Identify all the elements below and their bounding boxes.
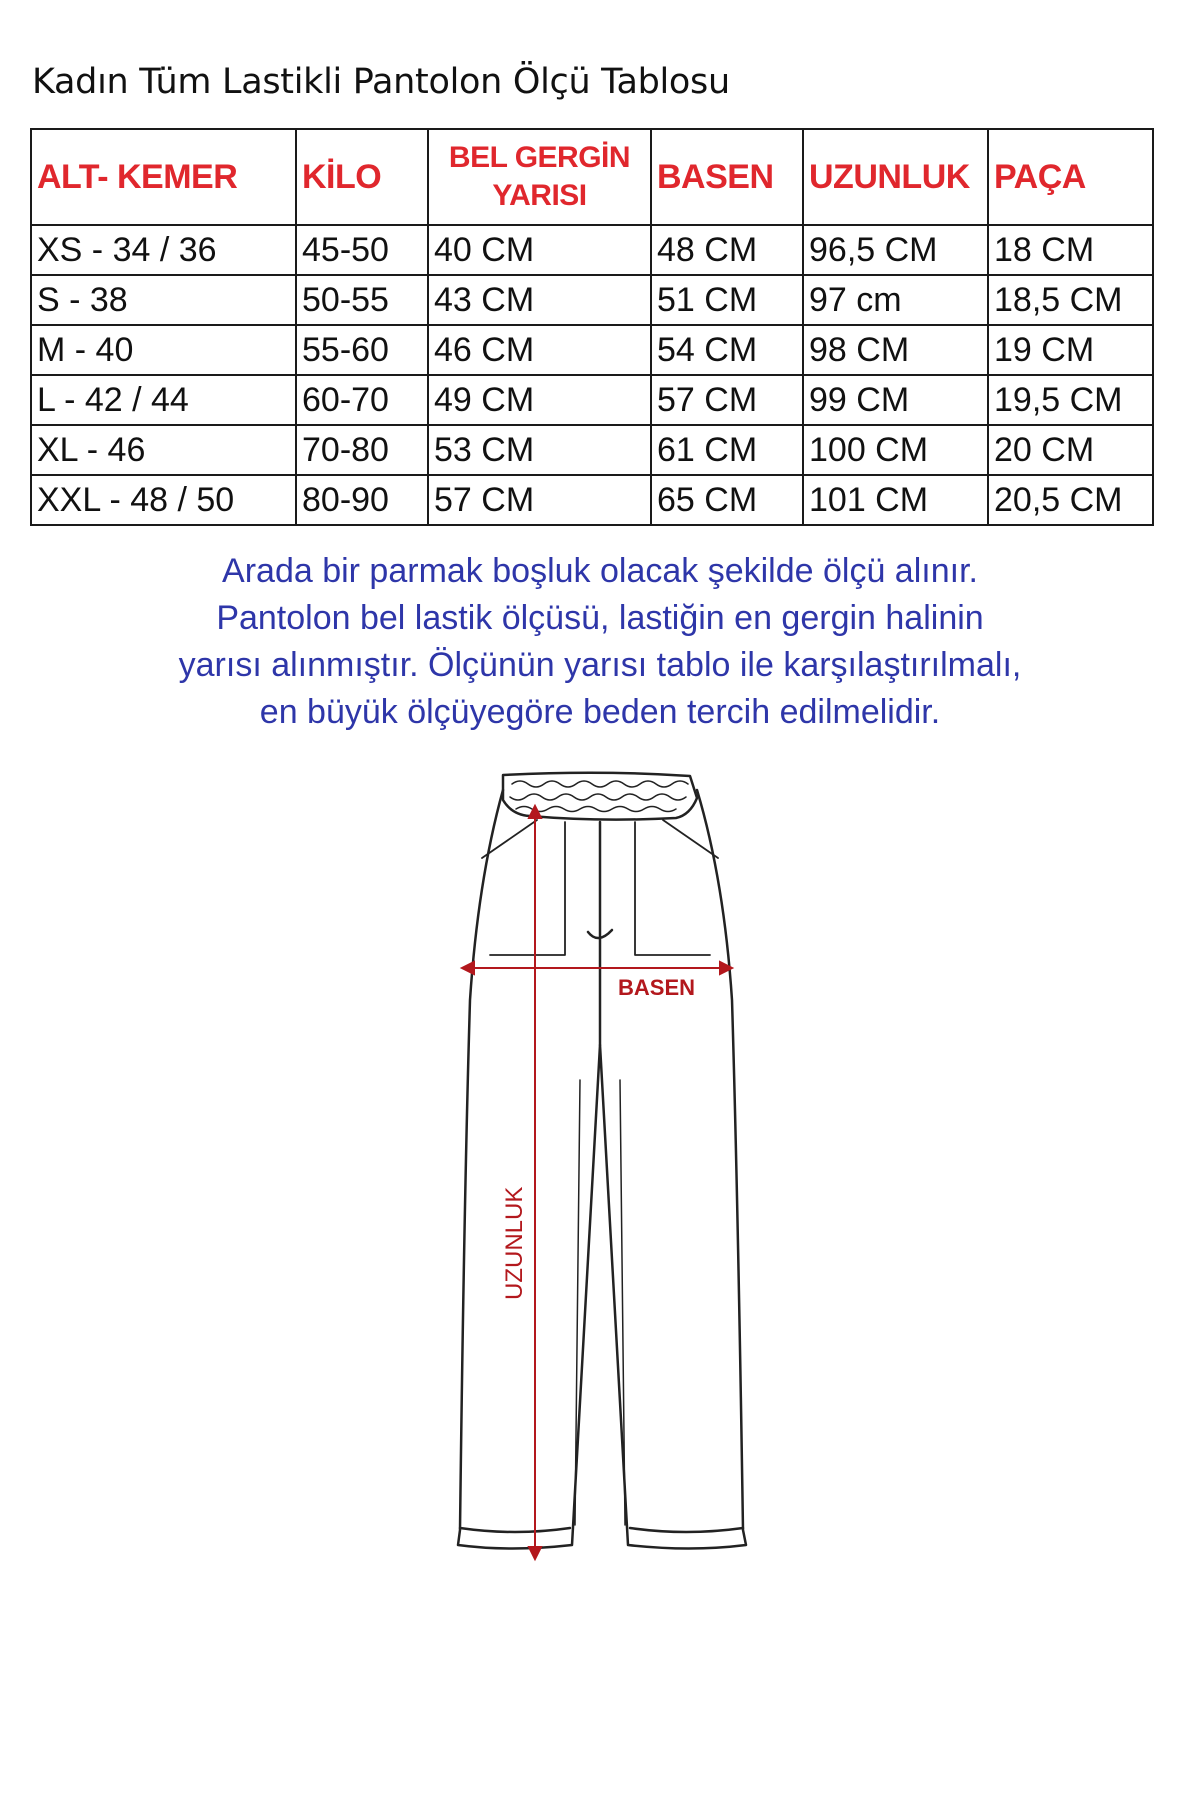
table-cell: M - 40 [31, 325, 296, 375]
table-cell: 97 cm [803, 275, 988, 325]
table-cell: 80-90 [296, 475, 428, 525]
right-hem [630, 1528, 743, 1532]
table-cell: 18 CM [988, 225, 1153, 275]
note-line: Pantolon bel lastik ölçüsü, lastiğin en gergin halinin [216, 599, 984, 637]
basen-label: BASEN [618, 975, 696, 1000]
elastic-gathers [510, 781, 688, 812]
table-cell: 100 CM [803, 425, 988, 475]
table-cell: 54 CM [651, 325, 803, 375]
table-cell: 49 CM [428, 375, 651, 425]
table-cell: 18,5 CM [988, 275, 1153, 325]
header-basen: BASEN [651, 129, 803, 225]
table-cell: 53 CM [428, 425, 651, 475]
left-hem [460, 1528, 570, 1532]
table-cell: 98 CM [803, 325, 988, 375]
header-bel-line2: YARISI [492, 179, 587, 212]
header-paca: PAÇA [988, 129, 1153, 225]
table-cell: 19,5 CM [988, 375, 1153, 425]
table-cell: 40 CM [428, 225, 651, 275]
table-cell: 20,5 CM [988, 475, 1153, 525]
table-cell: 57 CM [428, 475, 651, 525]
table-cell: 43 CM [428, 275, 651, 325]
table-cell: XL - 46 [31, 425, 296, 475]
table-cell: 99 CM [803, 375, 988, 425]
table-cell: 19 CM [988, 325, 1153, 375]
table-cell: 60-70 [296, 375, 428, 425]
table-cell: 55-60 [296, 325, 428, 375]
table-cell: 101 CM [803, 475, 988, 525]
table-cell: 61 CM [651, 425, 803, 475]
table-cell: 50-55 [296, 275, 428, 325]
table-cell: 70-80 [296, 425, 428, 475]
right-pocket [635, 820, 718, 955]
table-cell: 46 CM [428, 325, 651, 375]
uzunluk-label: UZUNLUK [501, 1186, 528, 1300]
note-line: yarısı alınmıştır. Ölçünün yarısı tablo ile karşılaştırılmalı, [178, 646, 1022, 684]
table-cell: L - 42 / 44 [31, 375, 296, 425]
header-alt-kemer: ALT- KEMER [31, 129, 296, 225]
table-cell: 51 CM [651, 275, 803, 325]
table-cell: 48 CM [651, 225, 803, 275]
table-cell: 57 CM [651, 375, 803, 425]
table-cell: 65 CM [651, 475, 803, 525]
table-cell: 20 CM [988, 425, 1153, 475]
trouser-silhouette [458, 790, 746, 1549]
header-uzunluk: UZUNLUK [803, 129, 988, 225]
table-cell: 96,5 CM [803, 225, 988, 275]
uzunluk-arrow-bottom [529, 1547, 541, 1559]
table-cell: XS - 34 / 36 [31, 225, 296, 275]
left-pocket [482, 820, 565, 955]
table-cell: 45-50 [296, 225, 428, 275]
note-line: Arada bir parmak boşluk olacak şekilde ölçü alınır. [222, 552, 978, 590]
basen-arrow-left [462, 962, 474, 974]
table-cell: S - 38 [31, 275, 296, 325]
note-line: en büyük ölçüyegöre beden tercih edilmelidir. [259, 693, 941, 731]
header-kilo: KİLO [296, 129, 428, 225]
table-cell: XXL - 48 / 50 [31, 475, 296, 525]
page-title: Kadın Tüm Lastikli Pantolon Ölçü Tablosu [32, 62, 730, 102]
header-bel-line1: BEL GERGİN [448, 141, 631, 174]
